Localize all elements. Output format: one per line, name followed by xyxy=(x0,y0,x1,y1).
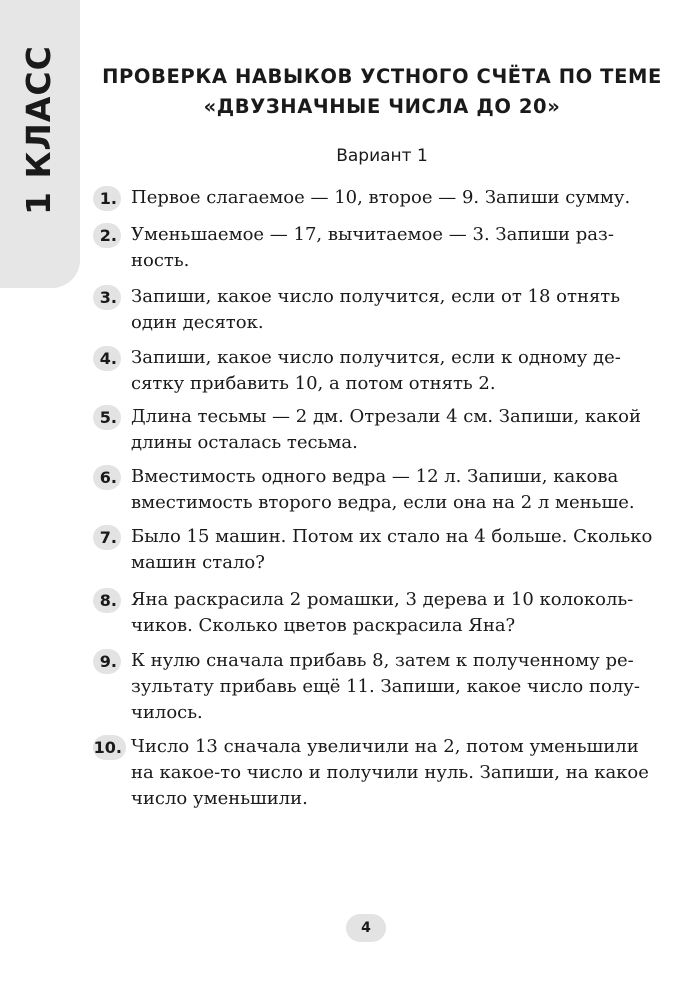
task-item xyxy=(0,223,700,275)
task-number: 1. xyxy=(93,186,121,211)
task-number: 5. xyxy=(93,405,121,430)
task-text-line: длины осталась тесьма. xyxy=(131,432,358,453)
task-text-line: Первое слагаемое — 10, второе — 9. Запиши сумму. xyxy=(131,187,631,208)
task-item xyxy=(0,735,700,813)
task-text-line: число уменьшили. xyxy=(131,788,308,809)
page-number: 4 xyxy=(346,914,386,942)
task-item xyxy=(0,285,700,337)
task-text-line: Число 13 сначала увеличили на 2, потом уменьшили xyxy=(131,736,639,757)
task-text-line: зультату прибавь ещё 11. Запиши, какое число полу- xyxy=(131,676,640,697)
task-item xyxy=(0,525,700,577)
page-title-line-2: «ДВУЗНАЧНЫЕ ЧИСЛА ДО 20» xyxy=(203,95,561,118)
task-number: 8. xyxy=(93,588,121,613)
task-text-line: чиков. Сколько цветов раскрасила Яна? xyxy=(131,615,516,636)
task-text-line: чилось. xyxy=(131,702,203,723)
grade-label: 1 КЛАСС xyxy=(19,45,58,215)
task-text-line: Было 15 машин. Потом их стало на 4 больше. Сколько xyxy=(131,526,653,547)
task-text-line: Уменьшаемое — 17, вычитаемое — 3. Запиши раз- xyxy=(131,224,614,245)
task-text-line: машин стало? xyxy=(131,552,265,573)
page-title-line-1: ПРОВЕРКА НАВЫКОВ УСТНОГО СЧЁТА ПО ТЕМЕ xyxy=(102,65,662,88)
task-item xyxy=(0,588,700,640)
task-text-line: Запиши, какое число получится, если от 18 отнять xyxy=(131,286,621,307)
task-text-line: сятку прибавить 10, а потом отнять 2. xyxy=(131,373,496,394)
task-text-line: вместимость второго ведра, если она на 2 л меньше. xyxy=(131,492,635,513)
task-text-line: Длина тесьмы — 2 дм. Отрезали 4 см. Запиши, какой xyxy=(131,406,641,427)
task-item xyxy=(0,186,700,212)
task-item xyxy=(0,346,700,398)
task-number: 3. xyxy=(93,285,121,310)
task-item xyxy=(0,465,700,517)
task-text-line: ность. xyxy=(131,250,190,271)
task-number: 9. xyxy=(93,649,121,674)
task-number: 2. xyxy=(93,223,121,248)
task-item xyxy=(0,649,700,727)
task-item xyxy=(0,405,700,457)
task-text-line: К нулю сначала прибавь 8, затем к полученному ре- xyxy=(131,650,634,671)
task-text-line: один десяток. xyxy=(131,312,264,333)
variant-label: Вариант 1 xyxy=(336,146,428,166)
task-text-line: Вместимость одного ведра — 12 л. Запиши, какова xyxy=(131,466,619,487)
task-text-line: на какое-то число и получили нуль. Запиши, на какое xyxy=(131,762,649,783)
task-text-line: Запиши, какое число получится, если к одному де- xyxy=(131,347,621,368)
task-number: 4. xyxy=(93,346,121,371)
task-number: 10. xyxy=(93,735,126,760)
task-text-line: Яна раскрасила 2 ромашки, 3 дерева и 10 колоколь- xyxy=(131,589,634,610)
task-number: 6. xyxy=(93,465,121,490)
task-number: 7. xyxy=(93,525,121,550)
